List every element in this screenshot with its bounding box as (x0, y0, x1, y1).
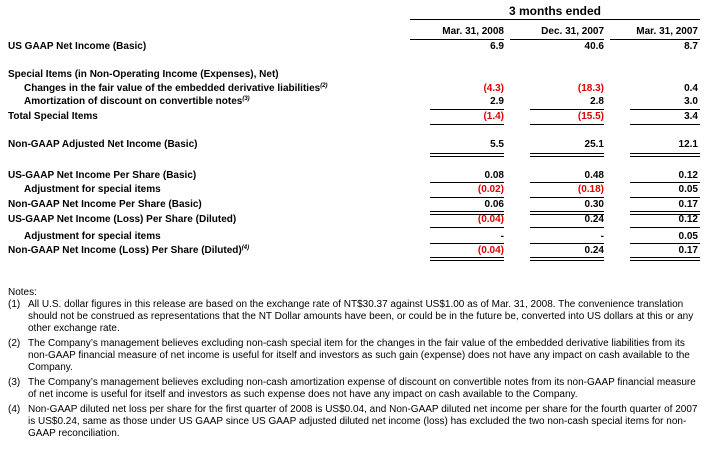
table-row (0, 184, 704, 196)
footnote-ref: (4) (241, 245, 250, 251)
col-header-rule (510, 39, 604, 40)
row-label: Non-GAAP Net Income Per Share (Basic) (8, 199, 202, 210)
subtotal-rule (430, 227, 504, 228)
footnote-number: (1) (8, 299, 21, 310)
footnotes (8, 287, 698, 443)
row-label: US GAAP Net Income (Basic) (8, 41, 147, 52)
cell-value: 12.1 (678, 139, 698, 150)
col-header-dec-2007: Dec. 31, 2007 (541, 26, 604, 37)
double-rule (630, 153, 700, 157)
cell-value: (18.3) (577, 83, 604, 94)
footnote-text: The Company’s management believes excluding non-cash amortization expense of discount on convertible notes from its non-GAAP financial measure of net income is useful for itself and investors as such expense does not have any impact on cash available to the Company. (28, 377, 696, 400)
row-label: Adjustment for special items (24, 231, 161, 242)
subtotal-rule (630, 227, 700, 228)
total-rule (530, 124, 604, 125)
subtotal-rule (530, 227, 604, 228)
footnote-text: The Company’s management believes excluding non-cash special item for the changes in the fair value of the embedded derivative liabilities from its non-GAAP financial measure of net income is useful for itself and investors as such gain (expense) does not have any impact on cash available to the Company. (28, 338, 690, 373)
cell-value: 0.08 (484, 170, 504, 181)
footnote-number: (3) (8, 377, 21, 388)
cell-value: 0.17 (678, 245, 698, 256)
cell-value: - (500, 231, 504, 242)
cell-value: 5.5 (490, 139, 504, 150)
table-row (0, 139, 704, 151)
table-row (0, 231, 704, 243)
row-label: US-GAAP Net Income (Loss) Per Share (Diluted) (8, 214, 237, 225)
footnote-text: Non-GAAP diluted net loss per share for the first quarter of 2008 is US$0.04, and Non-GAAP diluted net income per share for the fourth quarter of 2007 is US$0.24, same as those under US GAAP since US GAAP adjusted diluted net income (loss) has excluded the two non-cash special items for non-GAAP reconciliation. (28, 404, 698, 439)
subtotal-rule (530, 243, 604, 244)
row-label: Adjustment for special items (24, 184, 161, 195)
cell-value: 0.05 (678, 184, 698, 195)
subtotal-rule (630, 197, 700, 198)
double-rule (530, 257, 604, 261)
row-label: Total Special Items (8, 111, 98, 122)
cell-value: 8.7 (684, 41, 698, 52)
row-label: Changes in the fair value of the embedded derivative liabilities$^{(2)}$ (24, 83, 328, 94)
double-rule (630, 257, 700, 261)
cell-value: 0.24 (584, 245, 604, 256)
cell-value: 2.8 (590, 96, 604, 107)
section-label: Special Items (in Non-Operating Income (Expenses), Net) (8, 69, 279, 80)
cell-value: 0.30 (584, 199, 604, 210)
cell-value: 0.12 (678, 170, 698, 181)
col-header-rule (610, 39, 700, 40)
footnote (8, 338, 698, 374)
col-header-mar-2008: Mar. 31, 2008 (442, 26, 504, 37)
row-label: Non-GAAP Net Income (Loss) Per Share (Diluted)$^{(4)}$ (8, 245, 250, 256)
cell-value: (1.4) (483, 111, 504, 122)
table-row (0, 214, 704, 226)
subtotal-rule (630, 243, 700, 244)
col-header-mar-2007: Mar. 31, 2007 (636, 26, 698, 37)
cell-value: 3.4 (684, 111, 698, 122)
table-row (0, 245, 704, 257)
subtotal-rule (430, 182, 504, 183)
cell-value: (0.04) (477, 245, 504, 256)
footnote-number: (4) (8, 404, 21, 415)
total-rule (630, 124, 700, 125)
row-label: Non-GAAP Adjusted Net Income (Basic) (8, 139, 198, 150)
footnote (8, 377, 698, 401)
subtotal-rule (430, 109, 504, 110)
footnote-text: All U.S. dollar figures in this release are based on the exchange rate of NT$30.37 against US$1.00 as of Mar. 31, 2008. The convenience translation should not be construed as representations that the NT Dollar amounts have been, or could be in the future be, converted into US dollars at this or any other exchange rate. (28, 299, 694, 334)
table-row (0, 96, 704, 108)
period-group-header: 3 months ended (508, 4, 601, 18)
subtotal-rule (530, 197, 604, 198)
table-row (0, 41, 704, 53)
cell-value: 40.6 (584, 41, 604, 52)
subtotal-rule (430, 243, 504, 244)
cell-value: 0.12 (678, 214, 698, 225)
footnote (8, 299, 698, 335)
cell-value: - (600, 231, 604, 242)
table-row (0, 170, 704, 182)
subtotal-rule (530, 109, 604, 110)
cell-value: 0.24 (584, 214, 604, 225)
table-row (0, 83, 704, 95)
double-rule (530, 153, 604, 157)
table-row (0, 199, 704, 211)
group-header-rule (410, 19, 700, 20)
subtotal-rule (630, 109, 700, 110)
footnote-ref: (3) (242, 96, 250, 102)
cell-value: (15.5) (577, 111, 604, 122)
notes-title: Notes: (8, 287, 37, 298)
cell-value: 0.48 (584, 170, 604, 181)
cell-value: 0.05 (678, 231, 698, 242)
cell-value: (0.04) (477, 214, 504, 225)
cell-value: 25.1 (584, 139, 604, 150)
total-rule (430, 124, 504, 125)
row-label: US-GAAP Net Income Per Share (Basic) (8, 170, 197, 181)
cell-value: 3.0 (684, 96, 698, 107)
cell-value: 0.06 (484, 199, 504, 210)
footnote-ref: (2) (320, 83, 328, 89)
cell-value: 6.9 (490, 41, 504, 52)
double-rule (430, 257, 504, 261)
cell-value: 0.4 (684, 83, 698, 94)
double-rule (430, 153, 504, 157)
row-label: Amortization of discount on convertible notes$^{(3)}$ (24, 96, 250, 107)
cell-value: (4.3) (483, 83, 504, 94)
table-row (0, 69, 704, 81)
subtotal-rule (630, 182, 700, 183)
cell-value: 0.17 (678, 199, 698, 210)
col-header-rule (410, 39, 504, 40)
cell-value: 2.9 (490, 96, 504, 107)
footnote (8, 404, 698, 440)
cell-value: (0.02) (477, 184, 504, 195)
table-row (0, 111, 704, 123)
subtotal-rule (530, 182, 604, 183)
cell-value: (0.18) (577, 184, 604, 195)
subtotal-rule (430, 197, 504, 198)
footnote-number: (2) (8, 338, 21, 349)
